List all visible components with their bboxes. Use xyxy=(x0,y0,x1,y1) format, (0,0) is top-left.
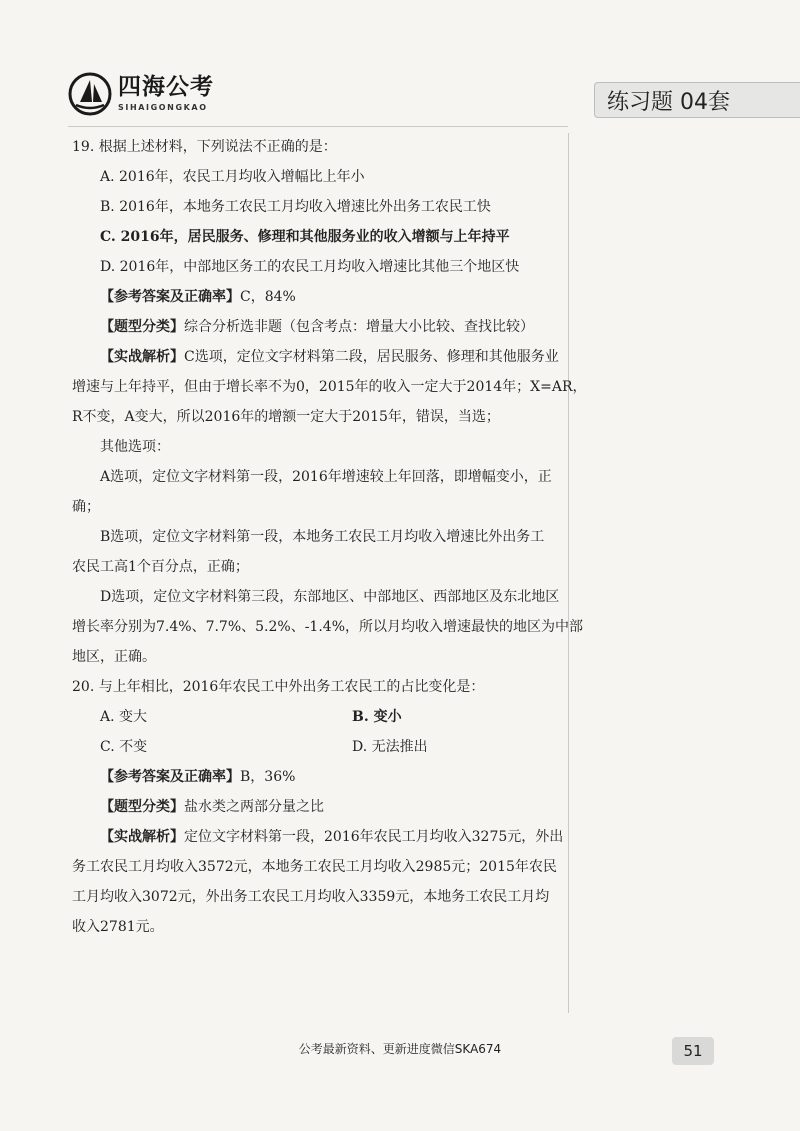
q19-option-d: D. 2016年，中部地区务工的农民工月均收入增速比其他三个地区快 xyxy=(100,259,520,275)
logo-english-name: SIHAIGONGKAO xyxy=(118,103,208,112)
option-a-analysis: 确； xyxy=(72,499,100,515)
q19-option-a: A. 2016年，农民工月均收入增幅比上年小 xyxy=(100,169,365,185)
q20-answer xyxy=(100,768,295,786)
question-19-stem: 19. 根据上述材料，下列说法不正确的是： xyxy=(72,139,337,155)
answer-label: 【参考答案及正确率】 xyxy=(100,289,240,305)
q19-option-c: C. 2016年，居民服务、修理和其他服务业的收入增额与上年持平 xyxy=(100,229,510,245)
analysis-text: C选项，定位文字材料第二段，居民服务、修理和其他服务业 xyxy=(184,349,559,365)
q20-analysis-line: 工月均收入3072元，外出务工农民工月均收入3359元，本地务工农民工月均 xyxy=(72,889,550,905)
q20-analysis-line: 务工农民工月均收入3572元，本地务工农民工月均收入2985元；2015年农民 xyxy=(72,859,557,875)
q19-option-b: B. 2016年，本地务工农民工月均收入增速比外出务工农民工快 xyxy=(100,199,491,215)
other-options-label: 其他选项： xyxy=(100,439,170,455)
q19-analysis-line xyxy=(100,348,559,366)
q19-analysis-line: R不变，A变大，所以2016年的增额一定大于2015年，错误，当选； xyxy=(72,409,500,425)
analysis-label: 【实战解析】 xyxy=(100,349,184,365)
header-divider xyxy=(68,126,568,127)
q20-analysis-line: 收入2781元。 xyxy=(72,919,164,935)
option-b-analysis: B选项，定位文字材料第一段，本地务工农民工月均收入增速比外出务工 xyxy=(100,529,545,545)
logo-chinese-name: 四海公考 xyxy=(118,74,214,100)
q19-type xyxy=(100,318,534,336)
option-b-analysis: 农民工高1个百分点，正确； xyxy=(72,559,249,575)
option-d-analysis: 增长率分别为7.4%、7.7%、5.2%、-1.4%，所以月均收入增速最快的地区为中部 xyxy=(72,619,583,635)
q20-analysis-line xyxy=(100,828,563,846)
analysis-text: 定位文字材料第一段，2016年农民工月均收入3275元，外出 xyxy=(184,829,564,845)
q20-option-d: D. 无法推出 xyxy=(352,739,428,755)
q20-option-b: B. 变小 xyxy=(352,709,402,725)
type-label: 【题型分类】 xyxy=(100,799,184,815)
footer-note: 公考最新资料、更新进度微信SKA674 xyxy=(298,1042,502,1056)
option-d-analysis: 地区，正确。 xyxy=(72,649,156,665)
type-label: 【题型分类】 xyxy=(100,319,184,335)
option-a-analysis: A选项，定位文字材料第一段，2016年增速较上年回落，即增幅变小，正 xyxy=(100,469,552,485)
brand-logo xyxy=(68,72,214,116)
margin-divider xyxy=(568,133,569,1013)
option-d-analysis: D选项，定位文字材料第三段，东部地区、中部地区、西部地区及东北地区 xyxy=(100,589,560,605)
answer-value: B，36% xyxy=(240,769,296,785)
practice-set-tab: 练习题 04套 xyxy=(594,82,800,118)
q19-answer xyxy=(100,288,296,306)
type-value: 盐水类之两部分量之比 xyxy=(184,799,324,815)
sailboat-logo-icon xyxy=(68,72,112,116)
analysis-label: 【实战解析】 xyxy=(100,829,184,845)
answer-value: C，84% xyxy=(240,289,296,305)
q19-analysis-line: 增速与上年持平，但由于增长率不为0，2015年的收入一定大于2014年；X=AR， xyxy=(72,379,587,395)
question-20-stem: 20. 与上年相比，2016年农民工中外出务工农民工的占比变化是： xyxy=(72,679,485,695)
answer-label: 【参考答案及正确率】 xyxy=(100,769,240,785)
q20-type xyxy=(100,798,324,816)
q20-option-c: C. 不变 xyxy=(100,739,148,755)
type-value: 综合分析选非题（包含考点：增量大小比较、查找比较） xyxy=(184,319,534,335)
page-number: 51 xyxy=(672,1037,714,1065)
q20-option-a: A. 变大 xyxy=(100,709,148,725)
